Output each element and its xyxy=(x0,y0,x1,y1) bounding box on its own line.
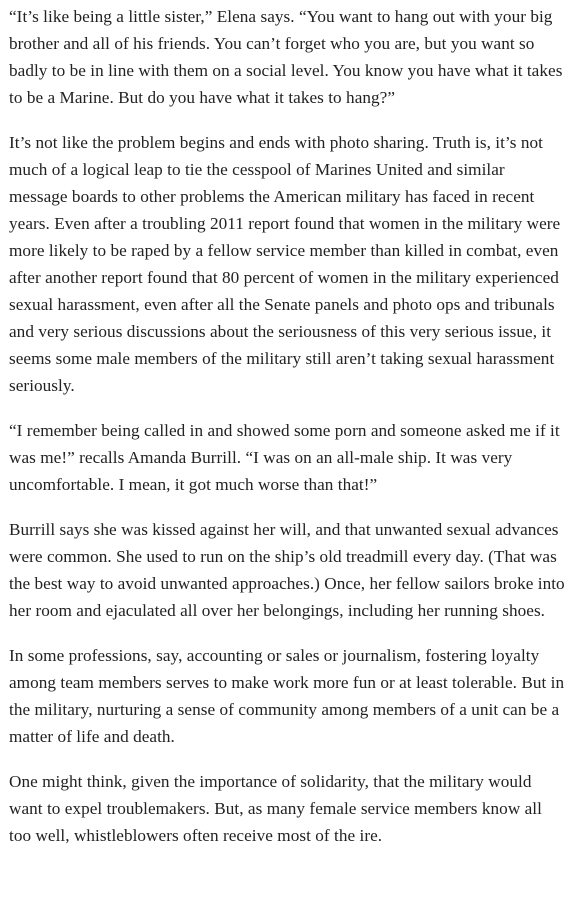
paragraph-photo-sharing: It’s not like the problem begins and ends with photo sharing. Truth is, it’s not much of a logical leap to tie the cesspool of Marines United and similar message boards to other problems the American military has faced in recent years. Even after a troubling 2011 report found that women in the military were more likely to be raped by a fellow service member than killed in combat, even after another report found that 80 percent of women in the military experienced sexual harassment, even after all the Senate panels and photo ops and tribunals and very serious discussions about the seriousness of this very serious issue, it seems some male members of the military still aren’t taking sexual harassment seriously. xyxy=(9,133,561,395)
paragraph-elena-quote: “It’s like being a little sister,” Elena says. “You want to hang out with your big brother and all of his friends. You can’t forget who you are, but you want so badly to be in line with them on a social level. You know you have what it takes to be a Marine. But do you have what it takes to hang?” xyxy=(9,7,563,107)
article-body xyxy=(0,3,576,849)
paragraph-professions: In some professions, say, accounting or sales or journalism, fostering loyalty among team members serves to make work more fun or at least tolerable. But in the military, nurturing a sense of community among members of a unit can be a matter of life and death. xyxy=(9,646,565,746)
paragraph-burrill-account: Burrill says she was kissed against her will, and that unwanted sexual advances were common. She used to run on the ship’s old treadmill every day. (That was the best way to avoid unwanted approaches.) Once, her fellow sailors broke into her room and ejaculated all over her belongings, including her running shoes. xyxy=(9,520,565,620)
paragraph-whistleblowers: One might think, given the importance of solidarity, that the military would want to expel troublemakers. But, as many female service members know all too well, whistleblowers often receive most of the ire. xyxy=(9,772,542,845)
paragraph-burrill-quote: “I remember being called in and showed some porn and someone asked me if it was me!” recalls Amanda Burrill. “I was on an all-male ship. It was very uncomfortable. I mean, it got much worse than that!” xyxy=(9,421,560,494)
